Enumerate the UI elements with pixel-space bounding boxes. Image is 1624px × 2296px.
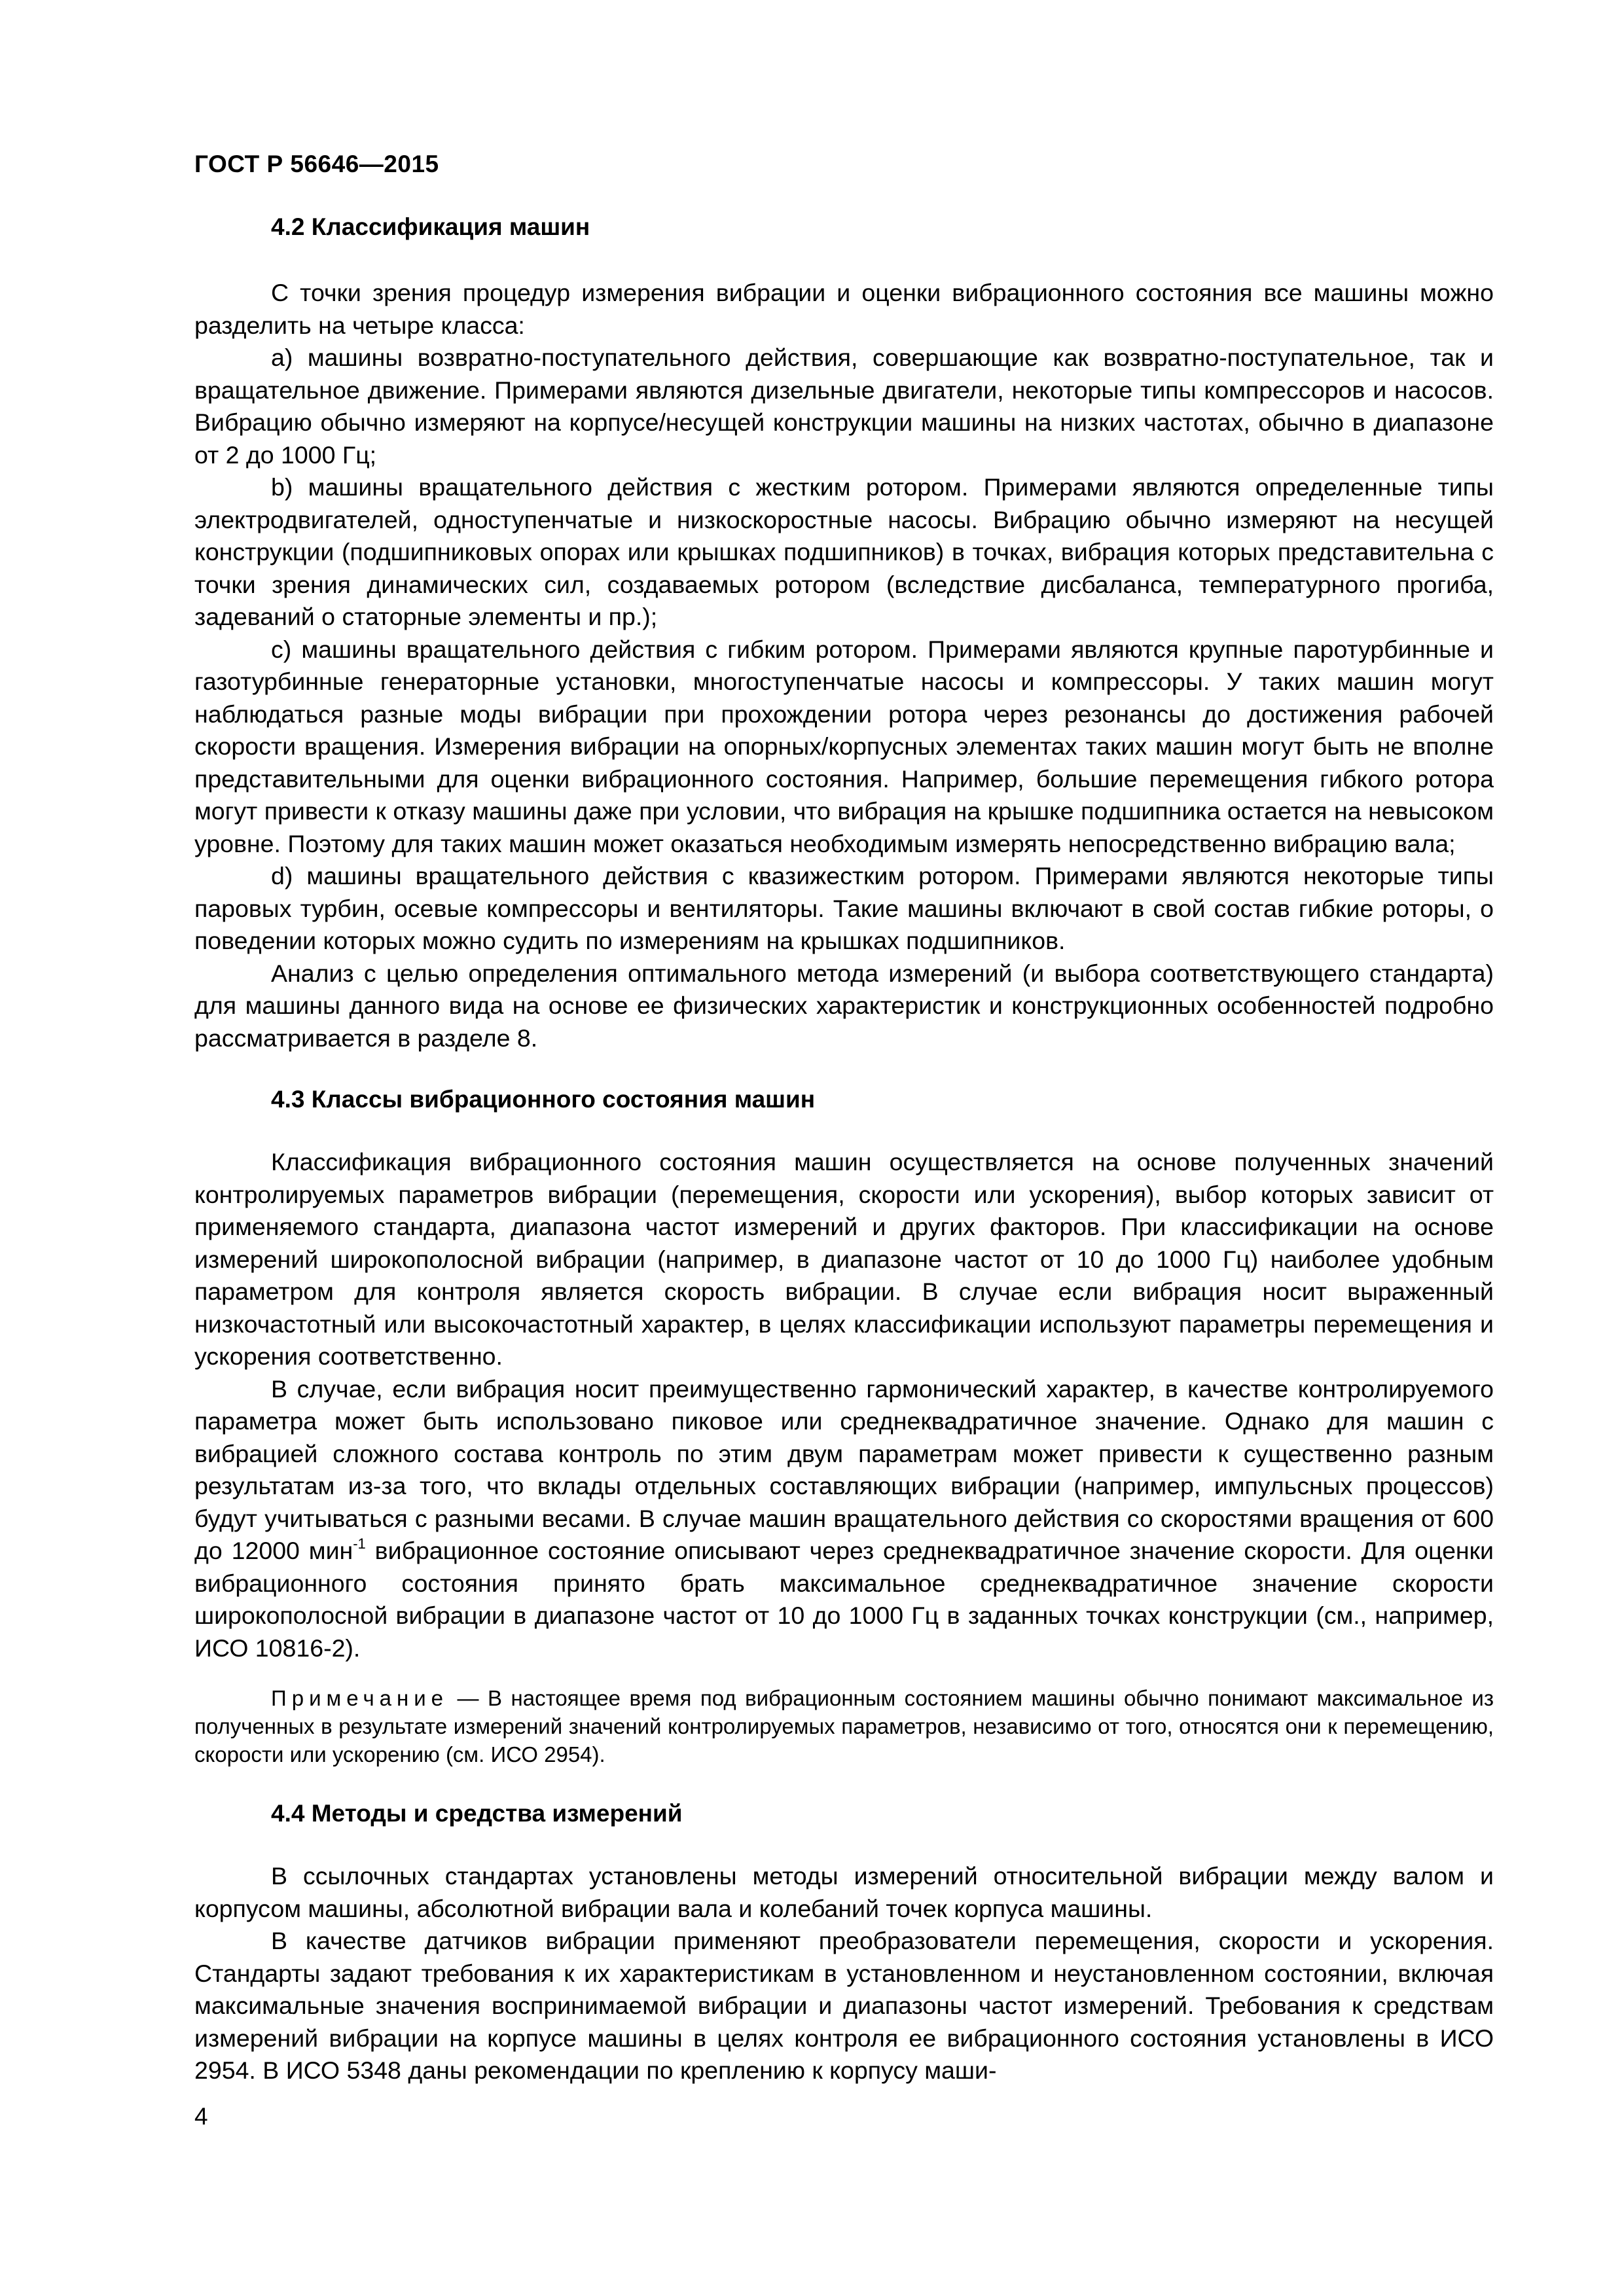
page-number: 4 [194, 2103, 208, 2130]
note-text: — В настоящее время под вибрационным состоянием машины обычно понимают максимальное из полученных в результате измерений значений контролируемых параметров, независимо от того, относятся они к перемещению, скорости или ускорению (см. ИСО 2954). [194, 1686, 1494, 1767]
paragraph: Анализ с целью определения оптимального метода измерений (и выбора соответствующего стандарта) для машины данного вида на основе ее физических характеристик и конструкционных особенностей подробно рассматривается в разделе 8. [194, 959, 1494, 1052]
paragraph [194, 1373, 1494, 1665]
note-label: Примечание [271, 1686, 449, 1710]
document-body [194, 211, 1494, 2087]
paragraph-text: В случае, если вибрация носит преимущественно гармонический характер, в качестве контролируемого параметра может быть использовано пиковое или среднеквадратичное значение. Однако для машин с вибрацией сложного состава контроль по этим двум параметрам может привести к существенно разным результатам из-за того, что вклады отдельных составляющих вибрации (например, импульсных процессов) будут учитываться с разными весами. В случае машин вращательного действия со скоростями вращения от 600 до 12000 мин [194, 1374, 1494, 1564]
section-4-3 [194, 1083, 1494, 1768]
superscript: -1 [353, 1535, 366, 1552]
section-4-2 [194, 211, 1494, 1054]
document-header: ГОСТ Р 56646—2015 [194, 151, 439, 177]
note [194, 1684, 1494, 1768]
section-heading: 4.4 Методы и средства измерений [271, 1800, 683, 1827]
paragraph: Классификация вибрационного состояния машин осуществляется на основе полученных значений контролируемых параметров вибрации (перемещения, скорости или ускорения), выбор которых зависит от применяемого стандарта, диапазона частот измерений и других факторов. При классификации на основе измерений широкополосной вибрации (например, в диапазоне частот от 10 до 1000 Гц) наиболее удобным параметром для контроля является скорость вибрации. В случае если вибрация носит выраженный низкочастотный или высокочастотный характер, в целях классификации используют параметры перемещения и ускорения соответственно. [194, 1148, 1494, 1370]
paragraph-text: вибрационное состояние описывают через среднеквадратичное значение скорости. Для оценки вибрационного состояния принято брать максимальное среднеквадратичное значение скорости широкополосной вибрации в диапазоне частот от 10 до 1000 Гц в заданных точках конструкции (см., например, ИСО 10816-2). [194, 1537, 1494, 1662]
list-item-b: b) машины вращательного действия с жестким ротором. Примерами являются определенные типы электродвигателей, одноступенчатые и низкоскоростные насосы. Вибрацию обычно измеряют на несущей конструкции (подшипниковых опорах или крышках подшипников) в точках, вибрация которых представительна с точки зрения динамических сил, создаваемых ротором (вследствие дисбаланса, температурного прогиба, задеваний о статорные элементы и пр.); [194, 473, 1494, 630]
paragraph: В качестве датчиков вибрации применяют преобразователи перемещения, скорости и ускорения. Стандарты задают требования к их характеристикам в установленном и неустановленном состоянии, включая максимальные значения воспринимаемой вибрации и диапазоны частот измерений. Требования к средствам измерений вибрации на корпусе машины в целях контроля ее вибрационного состояния установлены в ИСО 2954. В ИСО 5348 даны рекомендации по креплению к корпусу маши- [194, 1927, 1494, 2084]
section-heading: 4.2 Классификация машин [271, 213, 590, 240]
list-item-d: d) машины вращательного действия с квазижестким ротором. Примерами являются некоторые типы паровых турбин, осевые компрессоры и вентиляторы. Такие машины включают в свой состав гибкие роторы, о поведении которых можно судить по измерениям на крышках подшипников. [194, 862, 1494, 954]
list-item-a: a) машины возвратно-поступательного действия, совершающие как возвратно-поступательное, так и вращательное движение. Примерами являются дизельные двигатели, некоторые типы компрессоров и насосов. Вибрацию обычно измеряют на корпусе/несущей конструкции машины на низких частотах, обычно в диапазоне от 2 до 1000 Гц; [194, 344, 1494, 469]
paragraph: С точки зрения процедур измерения вибрации и оценки вибрационного состояния все машины можно разделить на четыре класса: [194, 279, 1494, 339]
list-item-c: c) машины вращательного действия с гибким ротором. Примерами являются крупные паротурбинные и газотурбинные генераторные установки, многоступенчатые насосы и компрессоры. У таких машин могут наблюдаться разные моды вибрации при прохождении ротора через резонансы до достижения рабочей скорости вращения. Измерения вибрации на опорных/корпусных элементах таких машин могут быть не вполне представительными для оценки вибрационного состояния. Например, большие перемещения гибкого ротора могут привести к отказу машины даже при условии, что вибрация на крышке подшипника остается на невысоком уровне. Поэтому для таких машин может оказаться необходимым измерять непосредственно вибрацию вала; [194, 635, 1494, 857]
section-4-4 [194, 1797, 1494, 2087]
paragraph: В ссылочных стандартах установлены методы измерений относительной вибрации между валом и корпусом машины, абсолютной вибрации вала и колебаний точек корпуса машины. [194, 1862, 1494, 1922]
section-heading: 4.3 Классы вибрационного состояния машин [271, 1086, 816, 1113]
